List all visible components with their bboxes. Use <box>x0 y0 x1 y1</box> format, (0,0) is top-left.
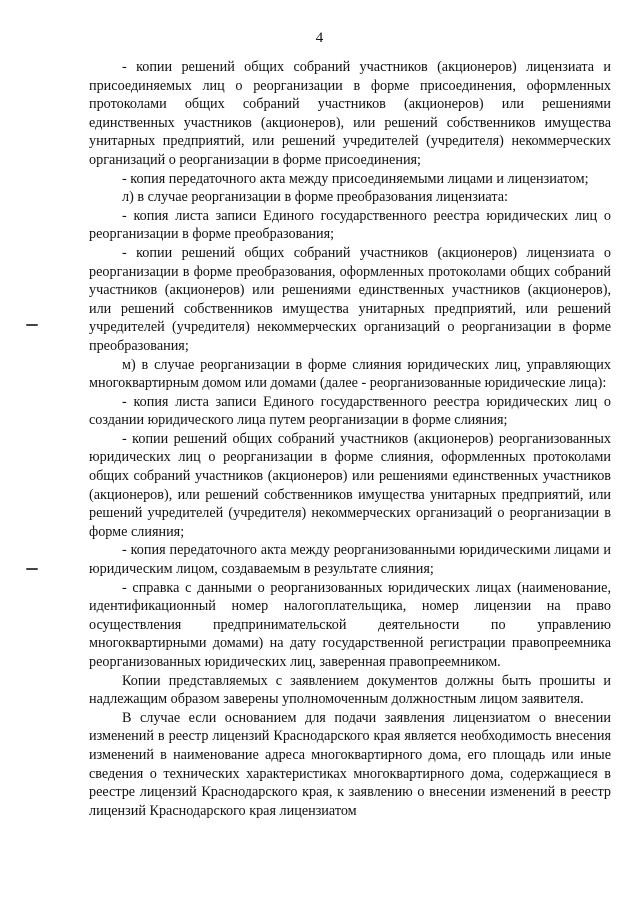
paragraph: - справка с данными о реорганизованных юридических лицах (наименование, идентификационный номер налогоплательщика, номер лицензии на право осуществления предпринимательской деятельности по управлению многоквартирными домами) на дату государственной регистрации правопреемника реорганизованных юридических лиц, заверенная правопреемником. <box>89 579 611 670</box>
paragraph: л) в случае реорганизации в форме преобразования лицензиата: <box>122 189 508 206</box>
paragraph: - копии решений общих собраний участников (акционеров) лицензиата и присоединяемых лиц о реорганизации в форме присоединения, оформленных протоколами общих собраний участников (акционеров) или решениями единственных участников (акционеров), или решений собственников имущества унитарных предприятий, или решений учредителей (учредителя) некоммерческих организаций о реорганизации в форме присоединения; <box>89 59 611 168</box>
paragraph: В случае если основанием для подачи заявления лицензиатом о внесении изменений в реестр лицензий Краснодарского края является необходимость внесения изменений в наименование адреса многоквартирного дома, его площадь или иные сведения о технических характеристиках многоквартирного дома, содержащиеся в реестре лицензий Краснодарского края, к заявлению о внесении изменений в реестр лицензий Краснодарского края лицензиатом <box>89 709 611 819</box>
paragraph: - копия передаточного акта между присоединяемыми лицами и лицензиатом; <box>122 170 589 187</box>
margin-mark <box>26 568 38 570</box>
paragraph: - копия листа записи Единого государственного реестра юридических лиц о создании юридического лица путем реорганизации в форме слияния; <box>89 393 611 429</box>
page-number: 4 <box>315 30 324 46</box>
paragraph: - копия листа записи Единого государственного реестра юридических лиц о реорганизации в форме преобразования; <box>89 207 611 243</box>
paragraph: - копии решений общих собраний участников (акционеров) реорганизованных юридических лиц о реорганизации в форме слияния, оформленных протоколами общих собраний участников (акционеров) или решениями единственных участников (акционеров), или решений собственников имущества унитарных предприятий, или решений учредителей (учредителя) некоммерческих организаций о реорганизации в форме слияния; <box>89 430 611 540</box>
paragraph: м) в случае реорганизации в форме слияния юридических лиц, управляющих многоквартирным домом или домами (далее - реорганизованные юридические лица): <box>89 356 611 392</box>
margin-mark <box>26 324 38 326</box>
paragraph: - копия передаточного акта между реорганизованными юридическими лицами и юридическим лицом, создаваемым в результате слияния; <box>89 542 611 578</box>
document-body <box>89 58 611 820</box>
paragraph: Копии представляемых с заявлением документов должны быть прошиты и надлежащим образом заверены уполномоченным должностным лицом заявителя. <box>89 672 611 708</box>
paragraph: - копии решений общих собраний участников (акционеров) лицензиата о реорганизации в форме преобразования, оформленных протоколами общих собраний участников (акционеров) или решениями единственных участников (акционеров), или решений собственников имущества унитарных предприятий, или решений учредителей (учредителя) некоммерческих организаций о реорганизации в форме преобразования; <box>89 244 611 354</box>
